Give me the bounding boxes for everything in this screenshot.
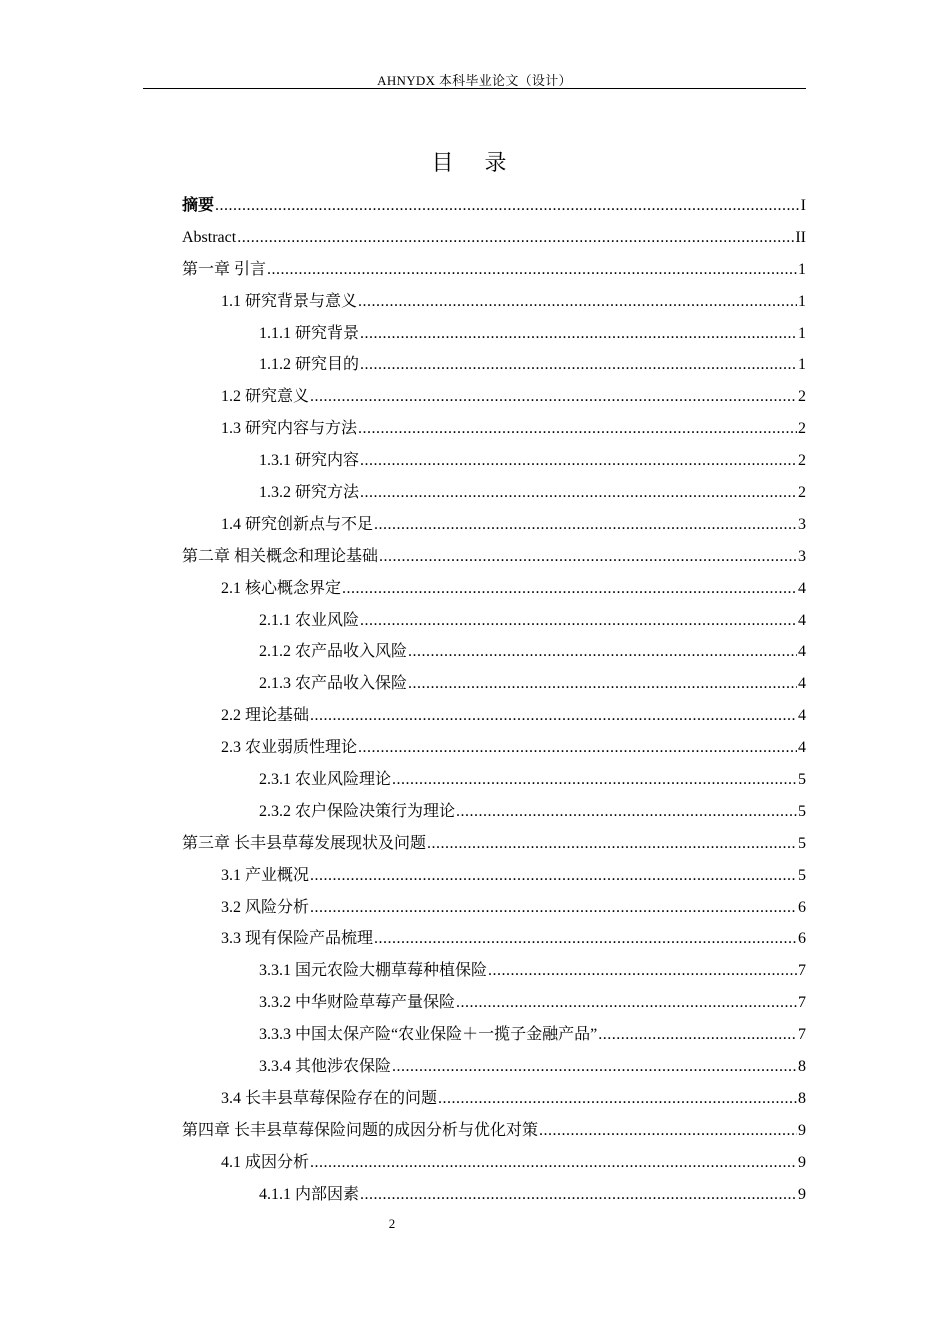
toc-entry[interactable] — [182, 286, 806, 318]
page-number: 2 — [388, 1216, 396, 1231]
toc-entry[interactable] — [182, 573, 806, 605]
toc-dot-leader — [598, 1019, 797, 1051]
toc-dot-leader — [360, 318, 797, 350]
toc-dot-leader — [456, 987, 797, 1019]
toc-entry-title: 2.1.3 农产品收入保险 — [259, 675, 408, 693]
toc-entry[interactable] — [182, 955, 806, 987]
toc-dot-leader — [392, 1051, 797, 1083]
toc-entry-title: 第二章 相关概念和理论基础 — [182, 547, 379, 565]
toc-entry-title: 3.3 现有保险产品梳理 — [221, 930, 374, 948]
toc-dot-leader — [374, 509, 797, 541]
toc-entry[interactable] — [182, 445, 806, 477]
toc-entry-page: II — [795, 228, 806, 246]
toc-dot-leader — [342, 573, 797, 605]
toc-dot-leader — [379, 541, 797, 573]
toc-dot-leader — [438, 1083, 797, 1115]
toc-entry-page: 3 — [798, 547, 806, 565]
toc-dot-leader — [310, 700, 797, 732]
toc-dot-leader — [310, 381, 797, 413]
toc-entry-page: 6 — [798, 930, 806, 948]
toc-entry-page: 4 — [798, 739, 806, 757]
toc-dot-leader — [310, 860, 797, 892]
toc-entry-page: 7 — [798, 1026, 806, 1044]
table-of-contents — [182, 190, 806, 1211]
toc-entry-title: 4.1.1 内部因素 — [259, 1185, 360, 1203]
toc-entry-title: 1.3 研究内容与方法 — [221, 420, 358, 438]
toc-entry[interactable] — [182, 764, 806, 796]
toc-entry[interactable] — [182, 860, 806, 892]
toc-entry[interactable] — [182, 668, 806, 700]
toc-entry-title: 1.2 研究意义 — [221, 388, 310, 406]
toc-entry-page: 9 — [798, 1121, 806, 1139]
toc-entry[interactable] — [182, 190, 806, 222]
toc-entry-page: 1 — [798, 324, 806, 342]
toc-entry-title: Abstract — [182, 228, 237, 246]
toc-entry[interactable] — [182, 1147, 806, 1179]
toc-entry[interactable] — [182, 318, 806, 350]
toc-entry[interactable] — [182, 1179, 806, 1211]
toc-entry-title: 2.2 理论基础 — [221, 707, 310, 725]
toc-entry-page: 5 — [798, 866, 806, 884]
toc-entry-page: 4 — [798, 579, 806, 597]
toc-entry[interactable] — [182, 477, 806, 509]
toc-entry[interactable] — [182, 636, 806, 668]
toc-entry-page: 2 — [798, 484, 806, 502]
toc-dot-leader — [360, 445, 797, 477]
toc-entry-title: 2.1.1 农业风险 — [259, 611, 360, 629]
toc-entry-title: 3.4 长丰县草莓保险存在的问题 — [221, 1089, 438, 1107]
toc-entry[interactable] — [182, 381, 806, 413]
toc-entry-title: 1.4 研究创新点与不足 — [221, 515, 374, 533]
toc-entry-page: 5 — [798, 802, 806, 820]
toc-entry-page: 4 — [798, 707, 806, 725]
toc-entry-page: 5 — [798, 834, 806, 852]
toc-entry[interactable] — [182, 541, 806, 573]
toc-entry-page: 2 — [798, 388, 806, 406]
toc-dot-leader — [456, 796, 797, 828]
toc-entry[interactable] — [182, 605, 806, 637]
toc-entry[interactable] — [182, 892, 806, 924]
toc-entry-page: 7 — [798, 994, 806, 1012]
toc-dot-leader — [310, 1147, 797, 1179]
toc-dot-leader — [358, 286, 797, 318]
toc-entry-page: 2 — [798, 420, 806, 438]
toc-dot-leader — [310, 892, 797, 924]
toc-dot-leader — [360, 1179, 797, 1211]
toc-entry-page: 9 — [798, 1153, 806, 1171]
toc-entry[interactable] — [182, 1051, 806, 1083]
toc-dot-leader — [237, 222, 794, 254]
toc-entry-title: 第四章 长丰县草莓保险问题的成因分析与优化对策 — [182, 1121, 539, 1139]
toc-entry-title: 3.1 产业概况 — [221, 866, 310, 884]
page-header: AHNYDX 本科毕业论文（设计） — [377, 73, 572, 88]
toc-entry-title: 2.1 核心概念界定 — [221, 579, 342, 597]
toc-entry-title: 2.3 农业弱质性理论 — [221, 739, 358, 757]
toc-dot-leader — [408, 668, 797, 700]
toc-entry-page: 4 — [798, 611, 806, 629]
toc-entry-page: 8 — [798, 1058, 806, 1076]
toc-entry-page: 8 — [798, 1089, 806, 1107]
toc-entry[interactable] — [182, 1019, 806, 1051]
toc-entry[interactable] — [182, 222, 806, 254]
toc-entry-title: 1.3.2 研究方法 — [259, 484, 360, 502]
toc-dot-leader — [215, 190, 800, 222]
toc-entry[interactable] — [182, 1115, 806, 1147]
toc-entry-page: 6 — [798, 898, 806, 916]
toc-entry-title: 第三章 长丰县草莓发展现状及问题 — [182, 834, 427, 852]
toc-entry[interactable] — [182, 987, 806, 1019]
toc-dot-leader — [360, 349, 797, 381]
toc-entry[interactable] — [182, 732, 806, 764]
toc-entry-title: 第一章 引言 — [182, 260, 267, 278]
toc-entry-title: 3.3.2 中华财险草莓产量保险 — [259, 994, 456, 1012]
toc-entry-title: 摘要 — [182, 197, 215, 214]
toc-entry-title: 2.1.2 农产品收入风险 — [259, 643, 408, 661]
toc-entry-title: 2.3.1 农业风险理论 — [259, 771, 392, 789]
toc-entry-title: 3.3.4 其他涉农保险 — [259, 1058, 392, 1076]
toc-entry[interactable] — [182, 509, 806, 541]
toc-entry-page: 1 — [798, 356, 806, 374]
toc-title: 目 录 — [431, 151, 519, 176]
toc-entry-title: 1.1.2 研究目的 — [259, 356, 360, 374]
header-rule — [143, 88, 806, 89]
toc-dot-leader — [360, 605, 797, 637]
toc-entry-page: 5 — [798, 771, 806, 789]
toc-entry-title: 3.3.3 中国太保产险“农业保险＋一揽子金融产品” — [259, 1026, 598, 1044]
toc-entry-title: 2.3.2 农户保险决策行为理论 — [259, 802, 456, 820]
toc-entry-page: 9 — [798, 1185, 806, 1203]
toc-dot-leader — [358, 732, 797, 764]
toc-entry-page: 4 — [798, 643, 806, 661]
toc-entry-page: 7 — [798, 962, 806, 980]
toc-dot-leader — [360, 477, 797, 509]
toc-entry-title: 1.3.1 研究内容 — [259, 452, 360, 470]
toc-entry[interactable] — [182, 1083, 806, 1115]
toc-entry-page: 1 — [798, 260, 806, 278]
toc-entry-title: 1.1 研究背景与意义 — [221, 292, 358, 310]
toc-dot-leader — [408, 636, 797, 668]
toc-entry-page: 4 — [798, 675, 806, 693]
toc-dot-leader — [374, 923, 797, 955]
toc-dot-leader — [427, 828, 797, 860]
toc-dot-leader — [539, 1115, 797, 1147]
toc-entry-title: 3.3.1 国元农险大棚草莓种植保险 — [259, 962, 488, 980]
toc-entry[interactable] — [182, 700, 806, 732]
toc-entry[interactable] — [182, 923, 806, 955]
toc-entry[interactable] — [182, 349, 806, 381]
toc-entry[interactable] — [182, 796, 806, 828]
toc-entry-title: 4.1 成因分析 — [221, 1153, 310, 1171]
toc-entry-page: 2 — [798, 452, 806, 470]
toc-entry-page: 1 — [798, 292, 806, 310]
toc-dot-leader — [267, 254, 797, 286]
toc-entry[interactable] — [182, 254, 806, 286]
toc-entry-page: 3 — [798, 515, 806, 533]
toc-dot-leader — [358, 413, 797, 445]
toc-entry-page: I — [800, 197, 806, 214]
toc-entry-title: 3.2 风险分析 — [221, 898, 310, 916]
toc-dot-leader — [392, 764, 797, 796]
toc-entry-title: 1.1.1 研究背景 — [259, 324, 360, 342]
toc-entry[interactable] — [182, 413, 806, 445]
toc-dot-leader — [488, 955, 797, 987]
toc-entry[interactable] — [182, 828, 806, 860]
